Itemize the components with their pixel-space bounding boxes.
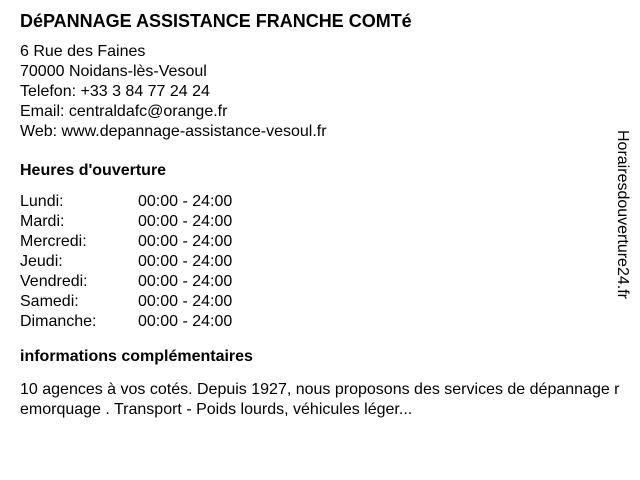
time-range: 00:00 - 24:00 (138, 193, 233, 210)
site-watermark: Horairesdouverture24.fr (614, 130, 631, 299)
info-description: 10 agences à vos cotés. Depuis 1927, nous proposons des services de dépannage remorquage . Transport - Poids lourds, véhicules léger... (20, 381, 620, 418)
contact-block (20, 42, 620, 142)
day-label: Lundi: (20, 193, 64, 210)
business-card (20, 8, 620, 420)
email-address[interactable]: Email: centraldafc@orange.fr (20, 103, 228, 120)
time-range: 00:00 - 24:00 (138, 313, 233, 330)
day-label: Dimanche: (20, 313, 97, 330)
time-range: 00:00 - 24:00 (138, 233, 233, 250)
hours-row-monday (20, 192, 232, 212)
business-name: DéPANNAGE ASSISTANCE FRANCHE COMTé (20, 11, 412, 31)
time-range: 00:00 - 24:00 (138, 253, 233, 270)
hours-heading: Heures d'ouverture (20, 162, 167, 179)
day-label: Mardi: (20, 213, 65, 230)
hours-table (20, 192, 232, 332)
day-label: Samedi: (20, 293, 79, 310)
hours-row-sunday (20, 312, 232, 332)
day-label: Mercredi: (20, 233, 87, 250)
time-range: 00:00 - 24:00 (138, 273, 233, 290)
hours-row-wednesday (20, 232, 232, 252)
hours-row-saturday (20, 292, 232, 312)
day-label: Jeudi: (20, 253, 63, 270)
info-heading: informations complémentaires (20, 348, 253, 365)
day-label: Vendredi: (20, 273, 88, 290)
website-link[interactable]: Web: www.depannage-assistance-vesoul.fr (20, 123, 327, 140)
street-address: 6 Rue des Faines (20, 43, 146, 60)
city-address: 70000 Noidans-lès-Vesoul (20, 63, 207, 80)
hours-row-thursday (20, 252, 232, 272)
time-range: 00:00 - 24:00 (138, 213, 233, 230)
hours-row-friday (20, 272, 232, 292)
time-range: 00:00 - 24:00 (138, 293, 233, 310)
hours-row-tuesday (20, 212, 232, 232)
phone-number[interactable]: Telefon: +33 3 84 77 24 24 (20, 83, 210, 100)
